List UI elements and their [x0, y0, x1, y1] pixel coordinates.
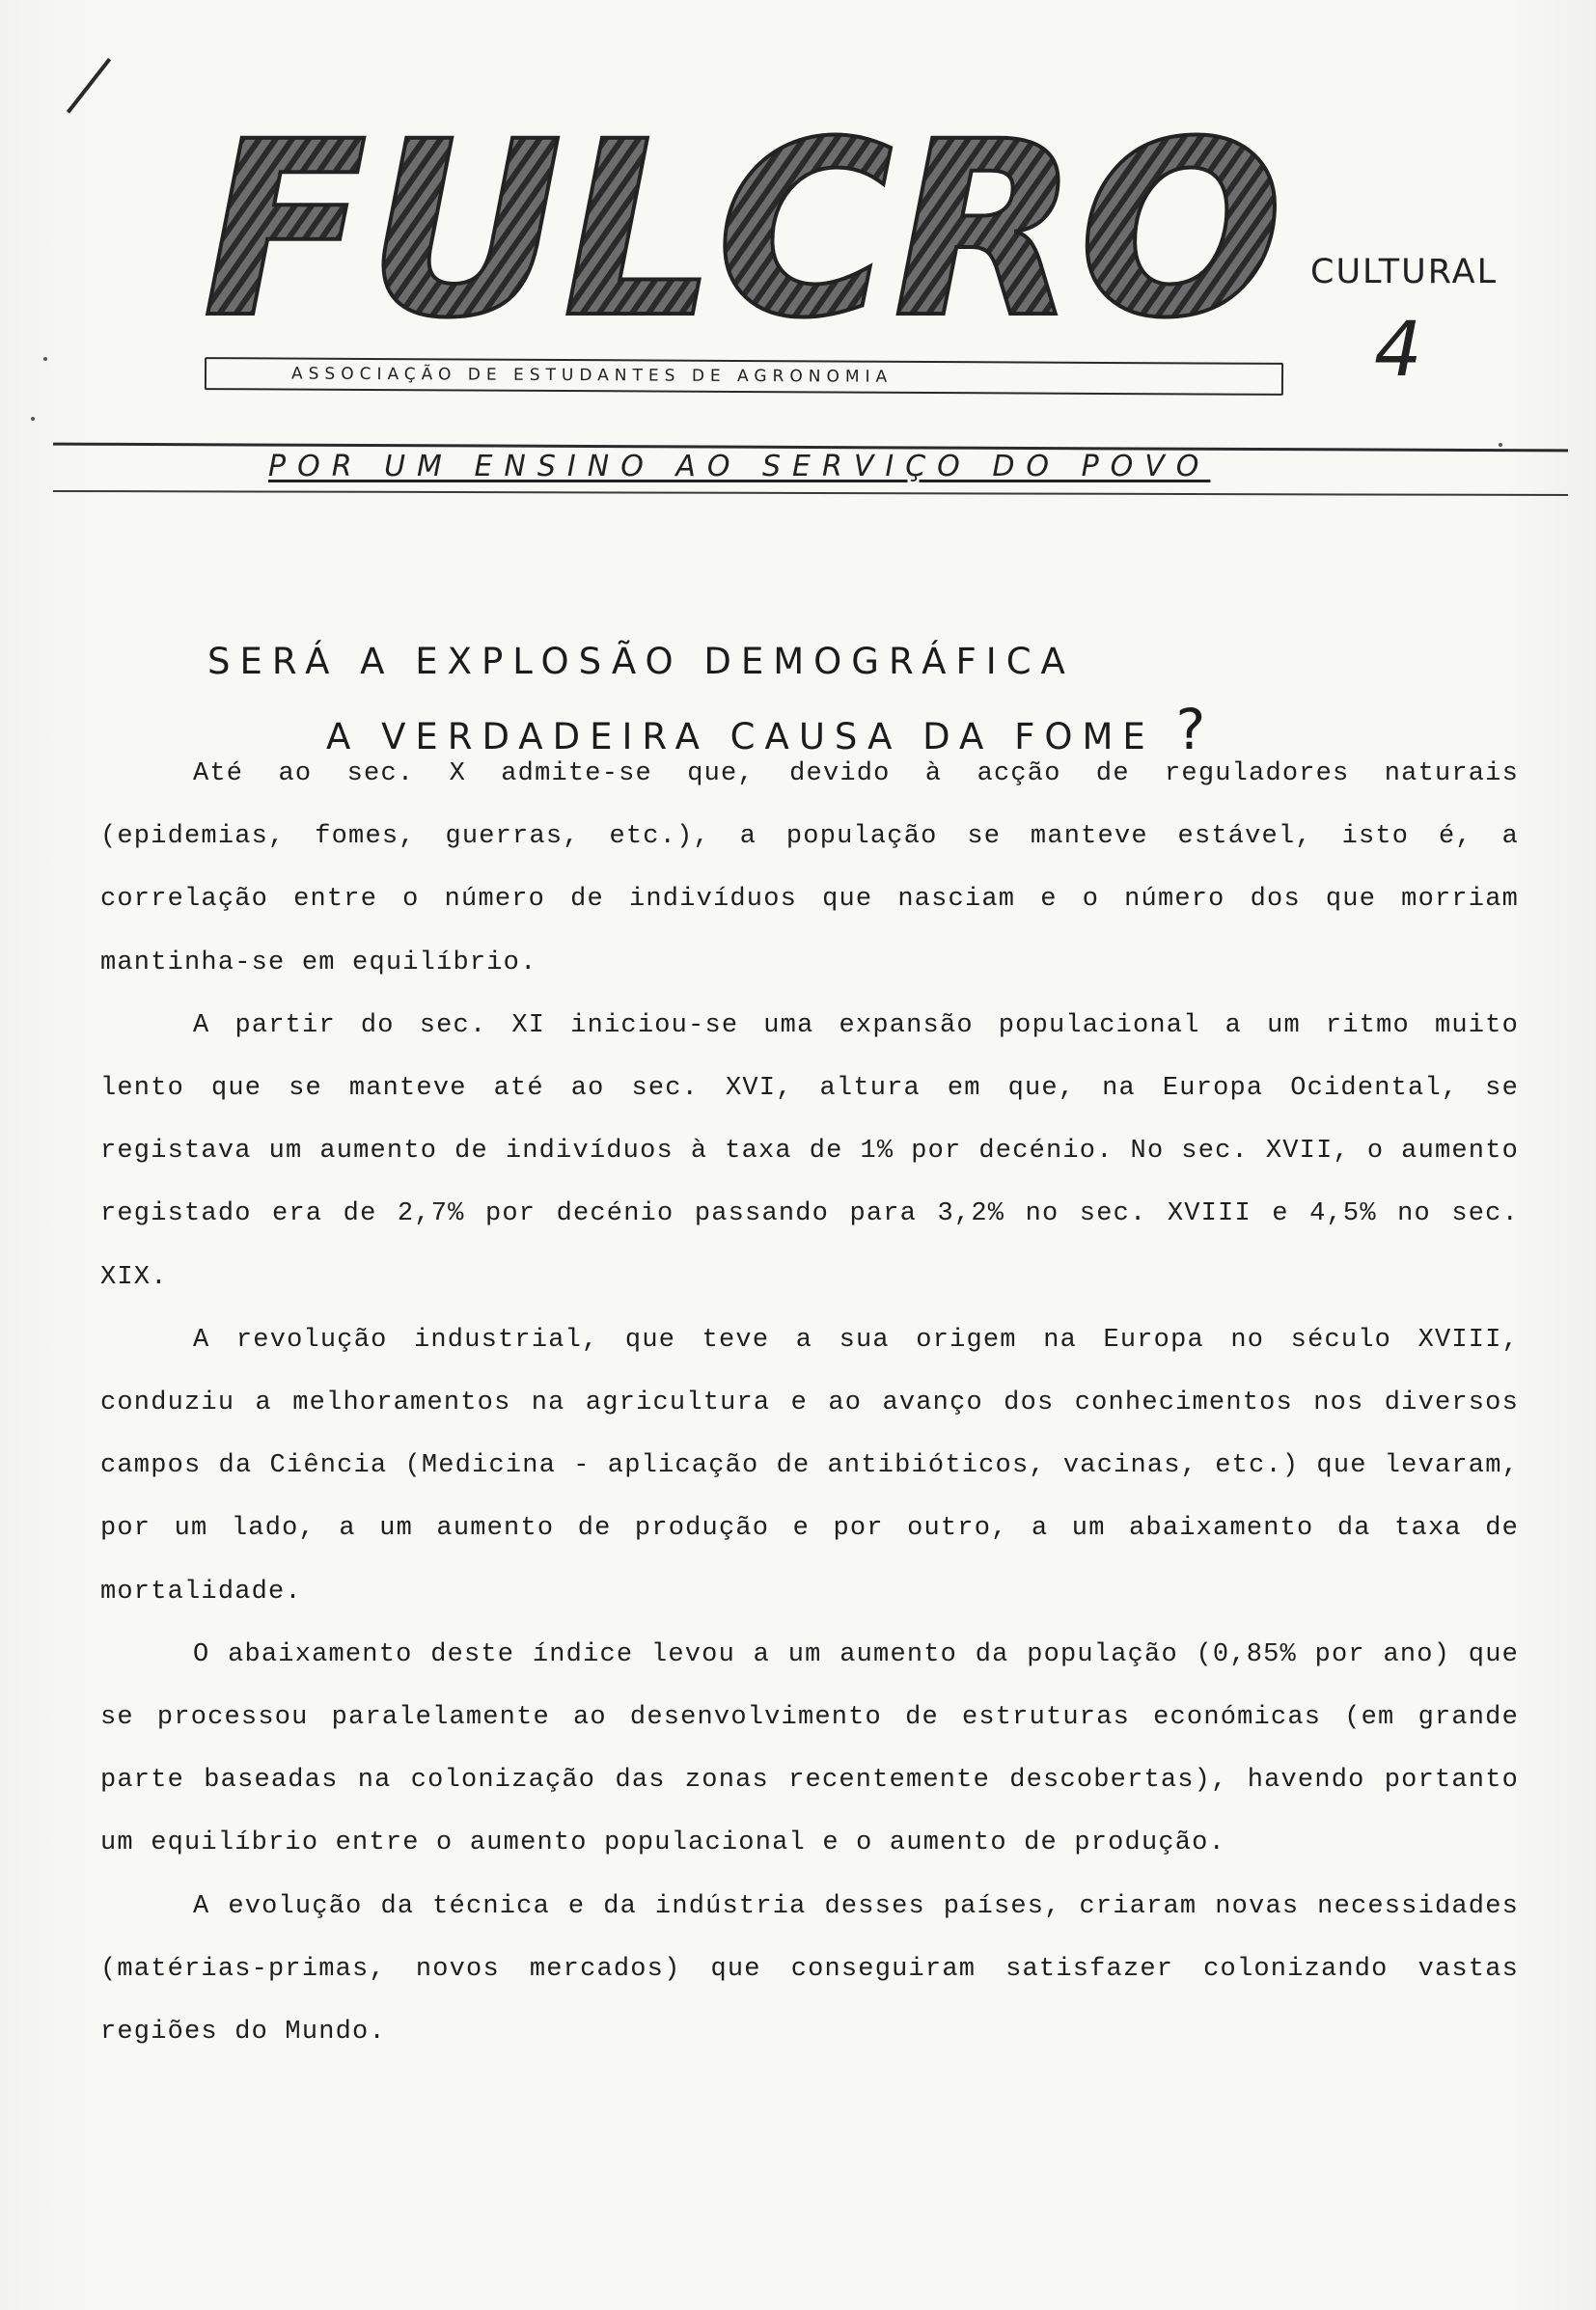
pen-stroke-mark	[67, 58, 111, 114]
masthead-title: FULCRO	[203, 121, 1283, 347]
paragraph	[100, 1624, 1519, 1876]
paragraph	[100, 1876, 1519, 2065]
paragraph-text: Até ao sec. X admite-se que, devido à acção de reguladores naturais (epidemias, fomes, guerras, etc.), a população se manteve estável, isto é, a correlação entre o número de indivíduos que nasciam e o número dos que morriam mantinha-se em equilíbrio.	[100, 759, 1519, 977]
issue-number: 4	[1374, 307, 1422, 394]
ink-speck	[43, 357, 47, 361]
paragraph	[100, 1309, 1519, 1624]
article-body	[100, 743, 1519, 2064]
header-rule-bottom	[53, 490, 1568, 496]
paragraph-text: O abaixamento deste índice levou a um aumento da população (0,85% por ano) que se processou paralelamente ao desenvolvimento de estruturas económicas (em grande parte baseadas na colonização das zonas recentemente descobertas), havendo portanto um equilíbrio entre o aumento populacional e o aumento de produção.	[100, 1639, 1519, 1858]
association-name: ASSOCIAÇÃO DE ESTUDANTES DE AGRONOMIA	[290, 364, 894, 387]
headline-line-1: SERÁ A EXPLOSÃO DEMOGRÁFICA	[207, 641, 1075, 682]
paragraph-text: A revolução industrial, que teve a sua origem na Europa no século XVIII, conduziu a melhoramentos na agricultura e ao avanço dos conhecimentos nos diversos campos da Ciência (Medicina - aplicação de antibióticos, vacinas, etc.) que levaram, por um lado, a um aumento de produção e por outro, a um abaixamento da taxa de mortalidade.	[100, 1325, 1519, 1607]
association-banner	[205, 357, 1283, 396]
headline-question-mark: ?	[1175, 697, 1206, 762]
ink-speck	[1499, 443, 1502, 447]
edition-label: CULTURAL	[1310, 253, 1499, 291]
ink-speck	[31, 417, 35, 421]
paragraph	[100, 995, 1519, 1309]
paragraph-text: A evolução da técnica e da indústria desses países, criaram novas necessidades (matérias-primas, novos mercados) que conseguiram satisfazer colonizando vastas regiões do Mundo.	[100, 1891, 1519, 2048]
paragraph	[100, 743, 1519, 995]
headline-line-2-text: A VERDADEIRA CAUSA DA FOME	[326, 716, 1155, 757]
slogan: POR UM ENSINO AO SERVIÇO DO POVO	[268, 450, 1211, 483]
paragraph-text: A partir do sec. XI iniciou-se uma expansão populacional a um ritmo muito lento que se manteve até ao sec. XVI, altura em que, na Europa Ocidental, se registava um aumento de indivíduos à taxa de 1% por decénio. No sec. XVII, o aumento registado era de 2,7% por decénio passando para 3,2% no sec. XVIII e 4,5% no sec. XIX.	[100, 1010, 1519, 1292]
masthead-logo	[203, 121, 1293, 347]
